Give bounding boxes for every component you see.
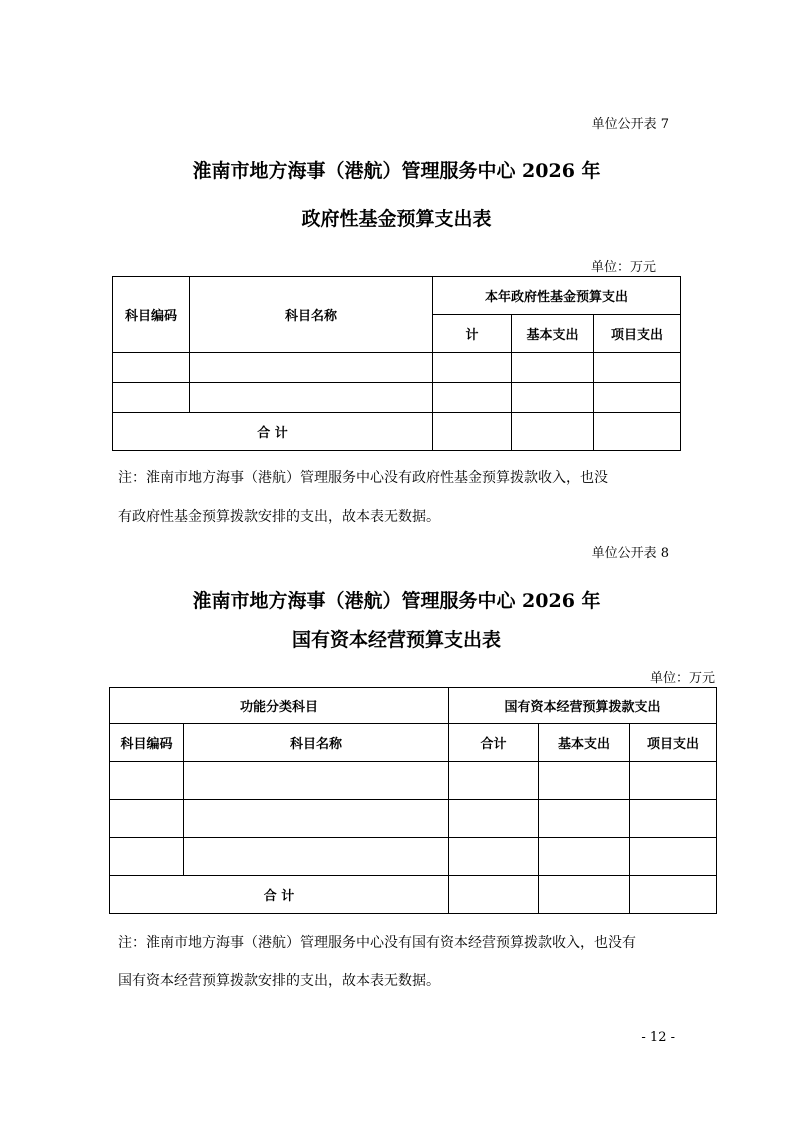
page-title-1-line2: 政府性基金预算支出表	[301, 208, 492, 230]
table-row	[113, 353, 681, 383]
page-number: - 12 -	[641, 1030, 675, 1045]
footer-total-label: 合 计	[113, 413, 433, 451]
header-basic: 基本支出	[512, 315, 594, 353]
currency-unit-label-2: 单位：万元	[649, 671, 715, 686]
header-total: 合计	[449, 724, 539, 762]
header-group-right: 国有资本经营预算拨款支出	[449, 688, 717, 724]
table-footer-row	[110, 876, 717, 914]
header-total: 计	[433, 315, 512, 353]
unit-table-label-7: 单位公开表 7	[591, 117, 669, 132]
header-code: 科目编码	[110, 724, 184, 762]
header-project: 项目支出	[630, 724, 717, 762]
footer-total-label: 合 计	[110, 876, 449, 914]
state-capital-expenditure-table	[109, 687, 717, 914]
note-2-line1: 注：淮南市地方海事（港航）管理服务中心没有国有资本经营预算拨款收入，也没有	[118, 935, 636, 951]
unit-table-label-8: 单位公开表 8	[591, 546, 669, 561]
table-row	[110, 762, 717, 800]
table-row	[110, 838, 717, 876]
note-1-line1: 注：淮南市地方海事（港航）管理服务中心没有政府性基金预算拨款收入，也没	[118, 470, 608, 486]
government-fund-expenditure-table	[112, 276, 681, 451]
table-footer-row	[113, 413, 681, 451]
header-group: 本年政府性基金预算支出	[433, 277, 681, 315]
table-row	[113, 383, 681, 413]
currency-unit-label-1: 单位：万元	[590, 260, 656, 275]
page-title-1-line1: 淮南市地方海事（港航）管理服务中心 2026 年	[192, 160, 601, 182]
header-project: 项目支出	[594, 315, 681, 353]
page-title-2-line2: 国有资本经营预算支出表	[291, 629, 501, 651]
note-2-line2: 国有资本经营预算拨款安排的支出，故本表无数据。	[118, 973, 440, 989]
header-code: 科目编码	[113, 277, 190, 353]
header-name: 科目名称	[184, 724, 449, 762]
note-1-line2: 有政府性基金预算拨款安排的支出，故本表无数据。	[118, 509, 440, 525]
header-name: 科目名称	[190, 277, 433, 353]
header-basic: 基本支出	[539, 724, 630, 762]
header-group-left: 功能分类科目	[110, 688, 449, 724]
table-row	[110, 800, 717, 838]
page-title-2-line1: 淮南市地方海事（港航）管理服务中心 2026 年	[192, 590, 601, 612]
